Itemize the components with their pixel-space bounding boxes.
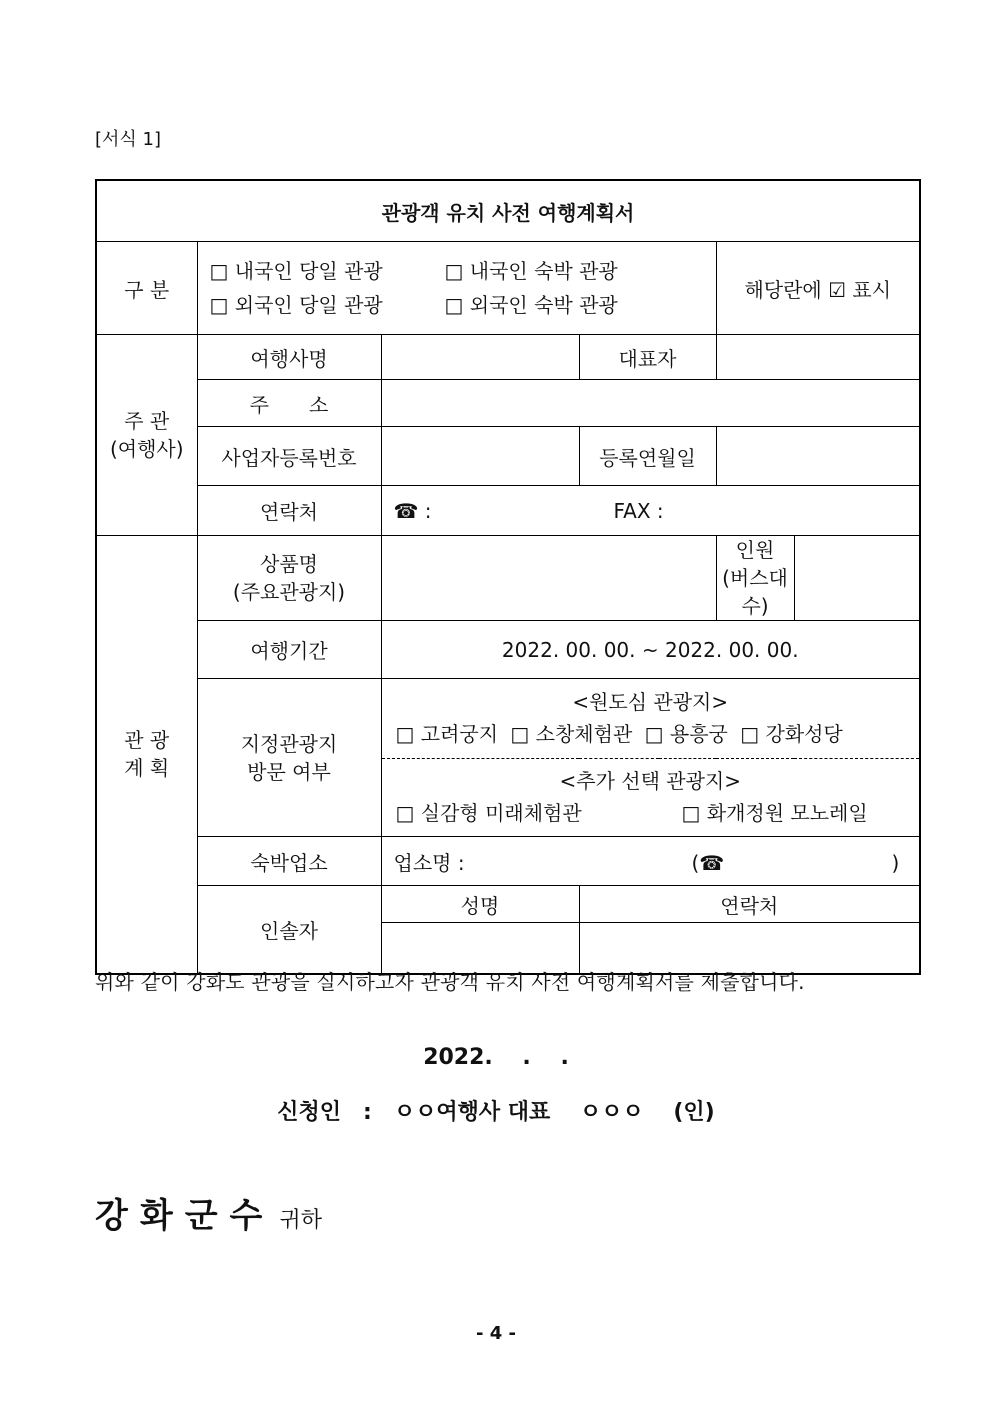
- contact-field[interactable]: [381, 486, 920, 536]
- extra-sites: [381, 759, 920, 837]
- downtown-header: <원도심 관광지>: [572, 689, 729, 714]
- site-ganghwa-church[interactable]: □ 강화성당: [740, 721, 843, 746]
- agency-name-label: 여행사명: [197, 335, 381, 380]
- plan-label: [96, 536, 197, 974]
- lodging-name-label: 업소명 :: [393, 850, 465, 875]
- site-future-experience[interactable]: □ 실감형 미래체험관: [395, 800, 582, 825]
- option-foreign-stay[interactable]: □ 외국인 숙박 관광: [444, 293, 618, 317]
- option-foreign-day[interactable]: □ 외국인 당일 관광: [209, 293, 383, 317]
- addressee-name: 강화군수: [95, 1196, 275, 1236]
- product-label-2: (주요관광지): [232, 580, 346, 604]
- product-label-1: 상품명: [260, 552, 318, 576]
- declaration: 위와 같이 강화도 관광을 실시하고자 관광객 유치 사전 여행계획서를 제출합니다.: [95, 970, 805, 994]
- gubun-options: [197, 242, 716, 335]
- organizer-label: [96, 335, 197, 536]
- agency-name-field[interactable]: [381, 335, 579, 380]
- plan-label-2: 계 획: [124, 756, 170, 781]
- lodging-label: 숙박업소: [197, 837, 381, 886]
- lodging-phone-open: (☎: [691, 850, 725, 875]
- organizer-label-1: 주 관: [124, 409, 170, 433]
- biz-no-label: 사업자등록번호: [197, 427, 381, 486]
- sites-label-2: 방문 여부: [247, 759, 331, 784]
- site-sochang[interactable]: □ 소창체험관: [510, 721, 633, 746]
- gubun-label: 구 분: [96, 242, 197, 335]
- extra-list: [382, 796, 920, 830]
- reg-date-label: 등록연월일: [579, 427, 716, 486]
- sites-label: [197, 679, 381, 837]
- site-yongheunggung[interactable]: □ 용흥궁: [644, 721, 728, 746]
- option-domestic-day[interactable]: □ 내국인 당일 관광: [209, 259, 383, 283]
- downtown-sites: [381, 679, 920, 759]
- product-label: [197, 536, 381, 621]
- form-number: [서식 1]: [95, 129, 161, 150]
- addressee: [95, 1188, 322, 1237]
- sites-label-1: 지정관광지: [240, 731, 338, 756]
- site-goryeogungji[interactable]: □ 고려궁지: [395, 721, 499, 746]
- plan-label-1: 관 광: [124, 728, 170, 753]
- guide-contact-header: 연락처: [579, 886, 920, 923]
- lodging-field[interactable]: [381, 837, 920, 886]
- travel-plan-form: [95, 179, 921, 975]
- fax-label: FAX :: [613, 498, 664, 523]
- people-label: [716, 536, 794, 621]
- product-field[interactable]: [381, 536, 716, 621]
- submission-date: 2022. . .: [423, 1045, 569, 1070]
- people-label-1: 인원: [735, 538, 775, 562]
- guide-label: 인솔자: [197, 886, 381, 974]
- gubun-note: 해당란에 ☑ 표시: [716, 242, 920, 335]
- form-title: 관광객 유치 사전 여행계획서: [96, 180, 920, 242]
- phone-label: ☎ :: [393, 498, 432, 523]
- organizer-label-2: (여행사): [109, 437, 184, 461]
- guide-name-header: 성명: [381, 886, 579, 923]
- people-field[interactable]: [794, 536, 920, 621]
- representative-label: 대표자: [579, 335, 716, 380]
- period-value[interactable]: 2022. 00. 00. ~ 2022. 00. 00.: [381, 621, 920, 679]
- biz-no-field[interactable]: [381, 427, 579, 486]
- applicant: 신청인 : ㅇㅇ여행사 대표 ㅇㅇㅇ (인): [277, 1100, 715, 1125]
- lodging-phone-close: ): [891, 850, 900, 875]
- contact-label: 연락처: [197, 486, 381, 536]
- addressee-honorific: 귀하: [279, 1208, 322, 1233]
- people-label-2: (버스대수): [722, 566, 788, 618]
- address-label: 주 소: [197, 380, 381, 427]
- extra-header: <추가 선택 관광지>: [559, 768, 741, 793]
- reg-date-field[interactable]: [716, 427, 920, 486]
- downtown-list: [382, 717, 920, 751]
- address-field[interactable]: [381, 380, 920, 427]
- representative-field[interactable]: [716, 335, 920, 380]
- option-domestic-stay[interactable]: □ 내국인 숙박 관광: [444, 259, 618, 283]
- period-label: 여행기간: [197, 621, 381, 679]
- page-number: - 4 -: [476, 1323, 516, 1344]
- site-monorail[interactable]: □ 화개정원 모노레일: [681, 800, 868, 825]
